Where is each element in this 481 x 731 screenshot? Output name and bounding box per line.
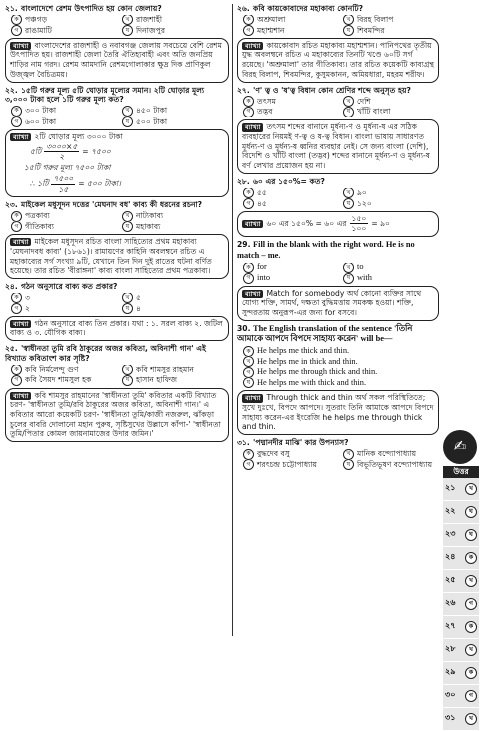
fraction (51, 174, 75, 194)
option-item (122, 293, 229, 304)
explanation-text: তৎসম শব্দের বানানে মূর্ধন্য-ণ ও মূর্ধন্য-ষ এর সঠিক ব্যবহারের নিয়মই ণ-ত্ব ও ষ-ত্ব বিধান। বাংলা ভাষায় সাধারণত মূর্ধন্য-ণ ও মূর্ধন্য-ষ ধ্বনির ব্যবহার নেই। সে জন্য বাংলা (দেশি), বিদেশি ও খাঁটি বাংলা (তদ্ভব) শব্দের বানানে মূর্ধন্য-ণ ও মূর্ধন্য-ষ বর্ণ লেখার প্রয়োজন হয় না। (242, 122, 430, 171)
answer-letter: খ (465, 713, 477, 725)
question-text (5, 86, 229, 105)
option-letter: ক (11, 293, 22, 304)
option-text: ৩ (25, 293, 30, 303)
explanation-text: কবি শামসুর রাহমানের 'স্বাধীনতা তুমি' কবিতার একটি বিখ্যাত চরণ- 'স্বাধীনতা তুমি/রবি ঠাকুরের অজর কবিতা, অবিনাশী গান।' এ কবিতার আরো কয়েকটি চরণ- 'স্বাধীনতা তুমি/কাজী নজরুল, ঝাঁকড়া চুলের বাবরি দোলানো মহান পুরুষ, সৃষ্টিসুখের উল্লাসে কাঁপা-' 'স্বাধীনতা তুমি/পিতার কোমল জায়নামাজের উদার জমিন।' (10, 390, 221, 439)
options-list (243, 96, 439, 117)
option-item (11, 293, 118, 304)
answer-row (443, 501, 479, 524)
answer-row (443, 662, 479, 685)
option-letter: খ (122, 211, 133, 222)
explanation-box (237, 286, 439, 321)
option-letter: গ (243, 107, 254, 118)
option-text: পঞ্চগড় (25, 15, 48, 25)
option-item (11, 117, 118, 128)
right-column (237, 4, 439, 472)
option-text: খাঁটি বাংলা (357, 107, 391, 117)
question-block (237, 240, 439, 321)
explanation-text: ৬০ এর ১৫০% = ৬০ এর (266, 218, 347, 228)
explanation-box (237, 119, 439, 174)
option-letter: ক (243, 263, 254, 274)
option-item (122, 222, 229, 233)
explanation-box (5, 38, 229, 83)
option-item (11, 303, 118, 314)
option-item (11, 106, 118, 117)
option-item (343, 198, 439, 209)
option-letter: ঘ (122, 303, 133, 314)
option-text: He helps me through thick and thin. (257, 367, 378, 377)
option-item (343, 96, 439, 107)
option-item (11, 222, 118, 233)
answer-row (443, 685, 479, 708)
option-text: বুদ্ধদেব বসু (257, 449, 290, 459)
option-item (243, 15, 339, 26)
option-item (343, 263, 439, 274)
option-letter: গ (11, 25, 22, 36)
calc-lhs: ∴ ১টি (30, 179, 49, 189)
option-letter: ঘ (122, 375, 133, 386)
answer-row (443, 616, 479, 639)
answer-letter: ক (465, 621, 477, 633)
answer-letter: গ (465, 690, 477, 702)
question-block (237, 438, 439, 470)
option-text: বিরহ বিলাপ (357, 15, 394, 25)
explanation-tag: ব্যাখ্যা (10, 238, 31, 246)
question-text (237, 86, 439, 96)
option-text: রাজশাহী (136, 15, 163, 25)
question-text (237, 324, 439, 346)
explanation-text: Through thick and thin অর্থ সকল পরিস্থিতিতে; সুখে দুঃখে, বিপদে আপদে। সুতরাং তিনি আমাকে আপদে বিপদে সাহায্য করেন-এর ইংরেজি he helps me through thick and thin. (242, 393, 434, 432)
option-text: পত্রকাব্য (25, 211, 50, 221)
option-text: অশ্রুমালা (257, 15, 286, 25)
answer-question-number: ৩০ (445, 690, 456, 700)
question-text (5, 344, 229, 363)
option-text: ৪৫ (257, 198, 267, 208)
answer-row (443, 639, 479, 662)
explanation-text: বাংলাদেশের রাজশাহী ও নবাবগঞ্জ জেলায় সবচেয়ে বেশি রেশম উৎপাদিত হয়। রাজশাহী জেলা তৈরি ঐতিহ্যবাহী এবং অতি জনপ্রিয় শাড়ির নাম গরদ। রেশম আমদানি রেশমগোলাকার ক্ষুদ্র দিক প্রাণিকুল উজ্জ্বল বৈচিত্রময়। (10, 40, 222, 79)
question-block (5, 282, 229, 341)
option-text: ৯০ (357, 188, 367, 198)
option-text: He helps me with thick and thin. (257, 377, 367, 387)
answer-letter: ঘ (465, 506, 477, 518)
option-item (343, 188, 439, 199)
option-item (122, 365, 229, 376)
question-number: 29. (237, 240, 251, 250)
option-text: He helps me in thick and thin. (257, 356, 358, 366)
option-letter: ক (243, 188, 254, 199)
option-letter: গ (11, 375, 22, 386)
explanation-tag: ব্যাখ্যা (10, 133, 31, 141)
answer-question-number: ২৪ (445, 552, 456, 562)
fraction-denominator: ১০০ (351, 224, 367, 234)
calc-result: = ৫০০ টাকা। (78, 179, 121, 189)
option-text: He helps me thick and thin. (257, 346, 350, 356)
answer-question-number: ২৮ (445, 644, 456, 654)
option-text: নাট্যকাব্য (136, 211, 164, 221)
option-text: রাঙামাটি (25, 25, 52, 35)
option-text: হাসান হাফিজ (136, 375, 178, 385)
option-letter: ক (243, 96, 254, 107)
option-text: ৪৫০ টাকা (136, 106, 168, 116)
option-letter: গ (243, 459, 254, 470)
option-item (243, 459, 339, 470)
calc-line: ১৫টি গরুর মূল্য ৭৫০০ টাকা (24, 163, 111, 173)
option-letter: ক (243, 15, 254, 26)
question-text (237, 177, 439, 187)
option-text: কবি শামসুর রাহমান (136, 364, 194, 374)
option-letter: খ (343, 449, 354, 460)
explanation-text: কায়কোবাদ রচিত মহাকাব্য মহাশ্মশান। পানিপথের তৃতীয় যুদ্ধ অবলম্বনে রচিত এ মহাকাব্যের তিনটি খণ্ডে ৬০টি সর্গ রয়েছে। 'অশ্রুমালা' তার গীতিকাব্য। তার রচিত কয়েকটি কাব্যগ্রন্থ বিরহ বিলাপ, শিবমন্দির, কুসুমকানন, অমিয়ধারা, মহরম শরীফ। (242, 40, 435, 79)
question-number: ২৫. (5, 344, 18, 354)
options-list (11, 15, 229, 36)
explanation-box (237, 38, 439, 83)
question-stem: 'স্বাধীনতা তুমি রবি ঠাকুরের অজর কবিতা, অবিনাশী গান' এই বিখ্যাত কবিতাংশ কার সৃষ্টি? (5, 344, 206, 363)
question-block (5, 344, 229, 442)
option-letter: খ (343, 263, 354, 274)
option-item (122, 375, 229, 386)
question-block (237, 4, 439, 83)
option-letter: ক (11, 15, 22, 26)
option-item (343, 273, 439, 284)
option-text: ২ (25, 303, 30, 313)
option-text: শরৎচন্দ্র চট্টোপাধ্যায় (257, 459, 318, 469)
option-letter: গ (243, 25, 254, 36)
option-item (122, 15, 229, 26)
question-block (5, 200, 229, 279)
options-list (243, 15, 439, 36)
option-item (343, 449, 439, 460)
option-letter: খ (243, 357, 254, 368)
question-number: ২৭. (237, 85, 250, 95)
question-text (5, 4, 229, 14)
option-item (11, 15, 118, 26)
explanation-box (237, 211, 439, 237)
explanation-tag: ব্যাখ্যা (10, 320, 31, 328)
answer-row (443, 708, 479, 731)
options-list (243, 346, 439, 388)
options-list (11, 293, 229, 314)
answer-question-number: ২৫ (445, 575, 456, 585)
fraction-numerator: ৭৫০০ (53, 173, 74, 183)
options-list (243, 449, 439, 470)
question-number: ২৮. (237, 176, 250, 186)
option-letter: ঘ (343, 459, 354, 470)
option-item (122, 106, 229, 117)
option-item (243, 198, 339, 209)
answer-row (443, 547, 479, 570)
option-letter: ঘ (343, 25, 354, 36)
explanation-box (5, 129, 229, 197)
question-block (237, 86, 439, 174)
question-number: 30. (237, 323, 251, 333)
answer-letter: খ (465, 644, 477, 656)
writing-hand-icon: ✍ (443, 430, 477, 464)
option-item (243, 346, 439, 357)
answer-question-number: ৩১ (445, 713, 456, 723)
question-number: ২৬. (237, 4, 250, 13)
explanation-tag: ব্যাখ্যা (242, 220, 263, 228)
question-text (237, 438, 439, 448)
question-block (5, 4, 229, 83)
option-text: with (357, 273, 372, 282)
option-text: তৎসম (257, 96, 276, 106)
option-letter: ক (11, 365, 22, 376)
answer-question-number: ২২ (445, 506, 456, 516)
fraction (44, 142, 79, 162)
question-number: ২২. (5, 85, 18, 95)
answer-row (443, 593, 479, 616)
answer-question-number: ২৭ (445, 621, 456, 631)
option-item (122, 25, 229, 36)
option-item (243, 378, 439, 389)
question-stem: The English translation of the sentence 'তিনি আমাকে আপদে বিপদে সাহায্য করেন' will be— (237, 323, 413, 344)
option-text: মহাশ্মশান (257, 25, 285, 35)
option-item (243, 357, 439, 368)
option-letter: খ (122, 365, 133, 376)
answer-letter: গ (465, 598, 477, 610)
answer-question-number: ২৬ (445, 598, 456, 608)
option-item (243, 367, 439, 378)
question-stem: গঠন অনুসারে বাক্য কত প্রকার? (21, 281, 118, 291)
option-text: তদ্ভব (257, 107, 273, 117)
option-letter: গ (11, 222, 22, 233)
option-letter: খ (343, 188, 354, 199)
option-item (243, 107, 339, 118)
question-number: ২৩. (5, 200, 18, 210)
explanation-text: গঠন অনুসারে বাক্য তিন প্রকার। যথা : ১. সরল বাক্য ২. জটিল বাক্য ও ৩. যৌগিক বাক্য। (10, 318, 223, 338)
option-item (243, 273, 339, 284)
question-number: ২১. (5, 4, 18, 13)
option-letter: ঘ (343, 198, 354, 209)
option-letter: ক (243, 449, 254, 460)
option-item (243, 449, 339, 460)
option-text: ৫০০ টাকা (136, 116, 168, 126)
option-letter: ক (243, 346, 254, 357)
option-text: দেশি (357, 96, 371, 106)
explanation-tag: ব্যাখ্যা (242, 394, 263, 402)
option-text: মহাকাব্য (136, 221, 161, 231)
options-list (11, 211, 229, 232)
option-text: ৫ (136, 293, 141, 303)
option-text: শিবমন্দির (357, 25, 385, 35)
option-letter: ঘ (343, 107, 354, 118)
answer-panel-title: উত্তর (443, 466, 479, 478)
explanation-text: ২টি ঘোড়ার মূল্য ৩০০০ টাকা (34, 132, 123, 142)
question-number: ৩১. (237, 438, 250, 448)
question-text (5, 200, 229, 210)
explanation-box (237, 390, 439, 435)
answer-list (443, 478, 479, 731)
option-item (122, 303, 229, 314)
options-list (11, 365, 229, 386)
option-letter: গ (243, 198, 254, 209)
column-divider (232, 4, 233, 636)
question-text (237, 240, 439, 262)
explanation-text: মাইকেল মধুসূদন রচিত বাংলা সাহিত্যের প্রথম মহাকাব্য 'মেঘনাদবধ কাব্য' (১৮৬১)। রামায়ণের কাহিনি অবলম্বনে রচিত এ মহাকাব্যের সর্গ সংখ্যা ৯টি, যেখানে তিন দিন দুই রাতের ঘটনা বর্ণিত হয়েছে। তার রচিত 'বীরাঙ্গনা' কাব্য বাংলা সাহিত্যের প্রথম পত্রকাব্য। (10, 237, 212, 276)
fraction (350, 214, 369, 234)
options-list (11, 106, 229, 127)
question-stem: 'ণ' ত্ব ও 'ষ'ত্ব বিধান কোন শ্রেণির শব্দে অনুসৃত হয়? (253, 85, 411, 95)
option-text: ৫৫ (257, 188, 267, 198)
option-letter: ঘ (122, 222, 133, 233)
explanation-tag: ব্যাখ্যা (242, 290, 263, 298)
option-letter: ঘ (343, 273, 354, 284)
option-text: মানিক বন্দ্যোপাধ্যায় (357, 449, 417, 459)
option-letter: ঘ (122, 117, 133, 128)
option-item (243, 188, 339, 199)
option-text: কবি সৈয়দ শামসুল হক (25, 375, 92, 385)
answer-letter: খ (465, 483, 477, 495)
question-block (5, 86, 229, 198)
explanation-box (5, 234, 229, 279)
option-text: ১২০ (357, 198, 372, 208)
question-stem: কবি কায়কোবাদের মহাকাব্য কোনটি? (253, 4, 364, 13)
option-item (122, 117, 229, 128)
option-item (243, 96, 339, 107)
option-item (11, 25, 118, 36)
option-text: কবি নির্মলেন্দু গুণ (25, 364, 79, 374)
answer-row (443, 478, 479, 501)
answer-letter: খ (465, 575, 477, 587)
calc-step (30, 142, 224, 162)
option-letter: খ (343, 96, 354, 107)
explanation-tag: ব্যাখ্যা (10, 42, 31, 50)
answer-letter: ক (465, 552, 477, 564)
explanation-tag: ব্যাখ্যা (10, 392, 31, 400)
question-number: ২৪. (5, 281, 18, 291)
answer-panel (443, 430, 479, 731)
option-item (11, 365, 118, 376)
option-item (343, 107, 439, 118)
option-letter: ঘ (243, 378, 254, 389)
left-column (5, 4, 229, 445)
calc-step (30, 174, 224, 194)
option-item (243, 25, 339, 36)
option-letter: গ (11, 117, 22, 128)
fraction-denominator: ২ (59, 152, 65, 162)
option-letter: ঘ (122, 25, 133, 36)
explanation-tag: ব্যাখ্যা (242, 123, 263, 131)
explanation-box (5, 388, 229, 443)
option-letter: গ (243, 367, 254, 378)
option-text: for (257, 262, 267, 272)
question-stem: মাইকেল মধুসূদন দত্তের 'মেঘনাদ বধ' কাব্য কী ধরনের রচনা? (21, 200, 203, 210)
option-item (243, 263, 339, 274)
option-text: ৩০০ টাকা (25, 106, 57, 116)
question-stem: ১৫টি গরুর মূল্য ৫টি ঘোড়ার মূল্যের সমান। ২টি ঘোড়ার মূল্য ৩,০০০ টাকা হলে ১টি গরুর মূল্য কত? (5, 85, 205, 105)
question-text (237, 4, 439, 14)
option-item (11, 211, 118, 222)
question-stem: 'পদ্মানদীর মাঝি' কার উপন্যাস? (253, 438, 349, 448)
answer-row (443, 524, 479, 547)
explanation-box (5, 316, 229, 341)
option-text: দিনাজপুর (136, 25, 166, 35)
question-block (237, 177, 439, 237)
answer-question-number: ২৩ (445, 529, 456, 539)
option-item (11, 375, 118, 386)
option-text: ৪ (136, 303, 141, 313)
calc-lhs: ৫টি (30, 147, 42, 157)
option-letter: খ (122, 106, 133, 117)
option-text: to (357, 262, 364, 272)
option-text: বিভূতিভূষণ বন্দ্যোপাধ্যায় (357, 459, 433, 469)
fraction-denominator: ১৫ (58, 184, 69, 194)
option-letter: ক (11, 211, 22, 222)
answer-letter: ক (465, 667, 477, 679)
option-text: ৬০০ টাকা (25, 116, 57, 126)
explanation-tag: ব্যাখ্যা (242, 42, 263, 50)
question-block (237, 324, 439, 435)
question-text (5, 282, 229, 292)
calc-result: = ৯০ (371, 218, 390, 228)
answer-question-number: ২৯ (445, 667, 456, 677)
calc-result: = ৭৫০০ (82, 147, 111, 157)
option-text: গীতিকাব্য (25, 221, 54, 231)
answer-row (443, 570, 479, 593)
question-stem: Fill in the blank with the right word. He is no match – me. (237, 240, 415, 260)
option-letter: গ (243, 273, 254, 284)
fraction-numerator: ১৫০ (351, 213, 367, 223)
options-list (243, 263, 439, 284)
option-item (122, 211, 229, 222)
answer-question-number: ২১ (445, 483, 456, 493)
option-item (343, 15, 439, 26)
option-letter: খ (343, 15, 354, 26)
question-stem: ৬০ এর ১৫০%= কত? (253, 176, 325, 186)
option-letter: গ (11, 303, 22, 314)
option-item (343, 459, 439, 470)
explanation-text: Match for somebody অর্থ কোনো ব্যক্তির সাথে যোগ্য শক্তি, সামর্থ, দক্ষতা বুদ্ধিমত্তায় সমকক্ষ হওয়া। শক্তি, সুন্দরতায় অনুরূপ-এর জন্য for বসবে। (242, 288, 422, 317)
question-stem: বাংলাদেশে রেশম উৎপাদিত হয় কোন জেলায়? (21, 4, 162, 13)
options-list (243, 188, 439, 209)
option-letter: খ (122, 293, 133, 304)
answer-letter: ঘ (465, 529, 477, 541)
option-letter: খ (122, 15, 133, 26)
option-text: into (257, 273, 271, 282)
option-item (343, 25, 439, 36)
fraction-numerator: ৩০০০×৫ (46, 141, 78, 151)
option-letter: ক (11, 106, 22, 117)
